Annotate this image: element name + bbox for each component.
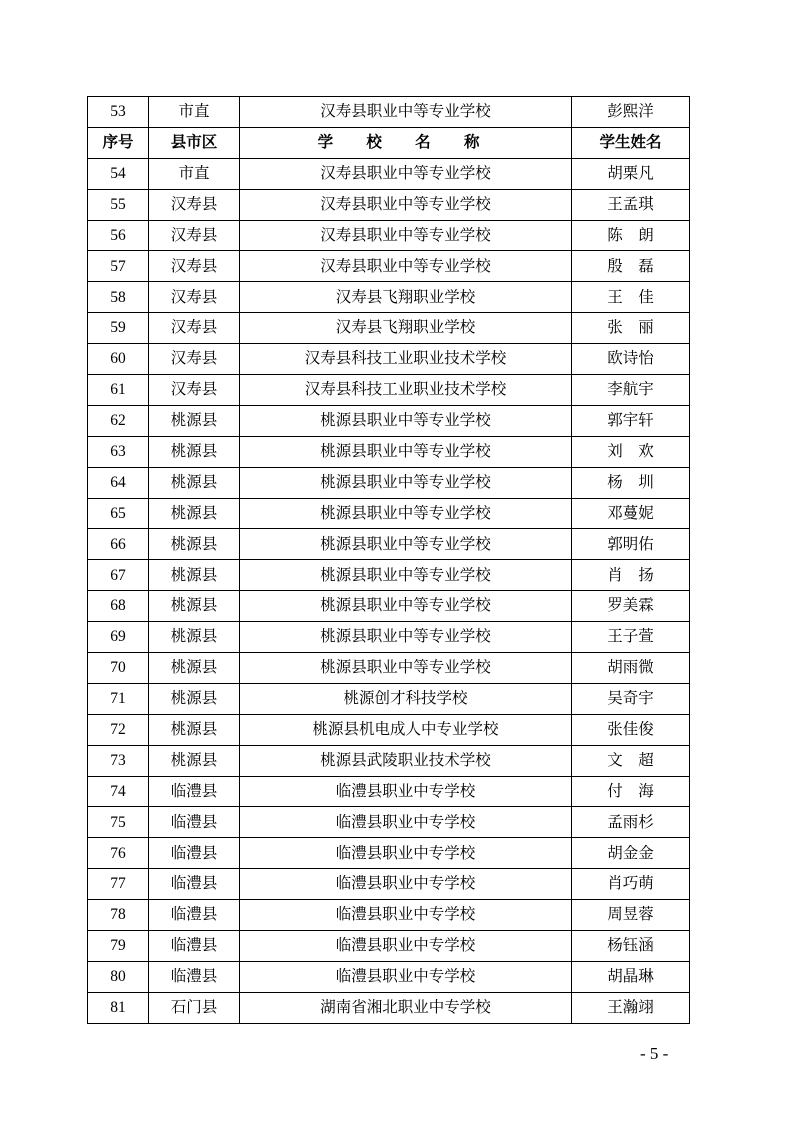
school-cell: 桃源县职业中等专业学校 <box>240 467 572 498</box>
school-cell: 临澧县职业中专学校 <box>240 869 572 900</box>
school-cell: 临澧县职业中专学校 <box>240 900 572 931</box>
county-cell: 桃源县 <box>149 683 240 714</box>
table-row <box>88 931 690 962</box>
row-number-cell: 55 <box>88 189 149 220</box>
county-cell: 桃源县 <box>149 436 240 467</box>
row-number-cell: 57 <box>88 251 149 282</box>
row-number-cell: 60 <box>88 344 149 375</box>
student-name-cell: 周昱蓉 <box>572 900 690 931</box>
table-row <box>88 220 690 251</box>
table-row <box>88 405 690 436</box>
row-number-cell: 74 <box>88 776 149 807</box>
school-cell: 桃源县机电成人中专业学校 <box>240 714 572 745</box>
school-cell: 汉寿县职业中等专业学校 <box>240 189 572 220</box>
student-name-cell: 王 佳 <box>572 282 690 313</box>
county-cell: 临澧县 <box>149 807 240 838</box>
county-cell: 临澧县 <box>149 961 240 992</box>
row-number-cell: 54 <box>88 158 149 189</box>
row-number-cell: 63 <box>88 436 149 467</box>
county-cell: 桃源县 <box>149 405 240 436</box>
school-cell: 桃源县职业中等专业学校 <box>240 405 572 436</box>
county-cell: 桃源县 <box>149 467 240 498</box>
school-cell: 桃源县武陵职业技术学校 <box>240 745 572 776</box>
table-row <box>88 622 690 653</box>
table-row <box>88 189 690 220</box>
table-row <box>88 992 690 1023</box>
table-row <box>88 683 690 714</box>
student-name-cell: 胡金金 <box>572 838 690 869</box>
county-cell: 汉寿县 <box>149 282 240 313</box>
student-name-cell: 郭宇轩 <box>572 405 690 436</box>
row-number-cell: 78 <box>88 900 149 931</box>
header-no: 序号 <box>88 127 149 158</box>
county-cell: 桃源县 <box>149 745 240 776</box>
row-number-cell: 72 <box>88 714 149 745</box>
student-name-cell: 胡雨微 <box>572 653 690 684</box>
table-row <box>88 560 690 591</box>
row-number-cell: 58 <box>88 282 149 313</box>
student-name-cell: 张佳俊 <box>572 714 690 745</box>
row-number-cell: 65 <box>88 498 149 529</box>
county-cell: 汉寿县 <box>149 344 240 375</box>
student-name-cell: 邓蔓妮 <box>572 498 690 529</box>
school-cell: 桃源县职业中等专业学校 <box>240 622 572 653</box>
table-row <box>88 467 690 498</box>
table-row <box>88 714 690 745</box>
county-cell: 桃源县 <box>149 529 240 560</box>
county-cell: 市直 <box>149 158 240 189</box>
school-cell: 桃源县职业中等专业学校 <box>240 436 572 467</box>
table-row <box>88 869 690 900</box>
student-name-cell: 文 超 <box>572 745 690 776</box>
county-cell: 临澧县 <box>149 838 240 869</box>
county-cell: 桃源县 <box>149 498 240 529</box>
student-name-cell: 杨钰涵 <box>572 931 690 962</box>
roster-body <box>88 97 690 1024</box>
school-cell: 桃源县职业中等专业学校 <box>240 591 572 622</box>
header-name: 学生姓名 <box>572 127 690 158</box>
school-cell: 汉寿县科技工业职业技术学校 <box>240 344 572 375</box>
table-row <box>88 653 690 684</box>
table-row <box>88 529 690 560</box>
school-cell: 桃源县职业中等专业学校 <box>240 498 572 529</box>
school-cell: 汉寿县职业中等专业学校 <box>240 97 572 128</box>
table-row <box>88 591 690 622</box>
student-name-cell: 肖 扬 <box>572 560 690 591</box>
row-number-cell: 76 <box>88 838 149 869</box>
table-row <box>88 838 690 869</box>
table-row <box>88 436 690 467</box>
table-row <box>88 498 690 529</box>
page-number: - 5 - <box>640 1044 669 1063</box>
student-name-cell: 王子萱 <box>572 622 690 653</box>
student-name-cell: 李航宇 <box>572 375 690 406</box>
row-number-cell: 56 <box>88 220 149 251</box>
table-row <box>88 97 690 128</box>
county-cell: 桃源县 <box>149 591 240 622</box>
table-row <box>88 158 690 189</box>
row-number-cell: 77 <box>88 869 149 900</box>
school-cell: 桃源创才科技学校 <box>240 683 572 714</box>
student-name-cell: 胡栗凡 <box>572 158 690 189</box>
school-cell: 临澧县职业中专学校 <box>240 931 572 962</box>
table-row <box>88 251 690 282</box>
student-name-cell: 陈 朗 <box>572 220 690 251</box>
row-number-cell: 73 <box>88 745 149 776</box>
table-row <box>88 900 690 931</box>
school-cell: 汉寿县飞翔职业学校 <box>240 313 572 344</box>
school-cell: 桃源县职业中等专业学校 <box>240 529 572 560</box>
student-name-cell: 罗美霖 <box>572 591 690 622</box>
row-number-cell: 68 <box>88 591 149 622</box>
student-name-cell: 欧诗怡 <box>572 344 690 375</box>
student-name-cell: 张 丽 <box>572 313 690 344</box>
student-name-cell: 郭明佑 <box>572 529 690 560</box>
table-header-row <box>88 127 690 158</box>
school-cell: 桃源县职业中等专业学校 <box>240 653 572 684</box>
table-row <box>88 344 690 375</box>
county-cell: 桃源县 <box>149 653 240 684</box>
school-cell: 临澧县职业中专学校 <box>240 776 572 807</box>
row-number-cell: 70 <box>88 653 149 684</box>
county-cell: 临澧县 <box>149 869 240 900</box>
school-cell: 汉寿县职业中等专业学校 <box>240 158 572 189</box>
county-cell: 临澧县 <box>149 931 240 962</box>
table-row <box>88 961 690 992</box>
school-cell: 桃源县职业中等专业学校 <box>240 560 572 591</box>
county-cell: 汉寿县 <box>149 375 240 406</box>
row-number-cell: 81 <box>88 992 149 1023</box>
school-cell: 临澧县职业中专学校 <box>240 807 572 838</box>
student-name-cell: 王瀚翊 <box>572 992 690 1023</box>
student-name-cell: 吴奇宇 <box>572 683 690 714</box>
student-name-cell: 孟雨杉 <box>572 807 690 838</box>
row-number-cell: 69 <box>88 622 149 653</box>
row-number-cell: 53 <box>88 97 149 128</box>
table-row <box>88 282 690 313</box>
table-row <box>88 745 690 776</box>
county-cell: 汉寿县 <box>149 220 240 251</box>
row-number-cell: 79 <box>88 931 149 962</box>
county-cell: 桃源县 <box>149 622 240 653</box>
school-cell: 临澧县职业中专学校 <box>240 961 572 992</box>
student-roster-table <box>87 96 690 1024</box>
table-row <box>88 375 690 406</box>
student-name-cell: 付 海 <box>572 776 690 807</box>
school-cell: 汉寿县飞翔职业学校 <box>240 282 572 313</box>
row-number-cell: 59 <box>88 313 149 344</box>
header-school: 学 校 名 称 <box>240 127 572 158</box>
table-row <box>88 807 690 838</box>
row-number-cell: 67 <box>88 560 149 591</box>
row-number-cell: 80 <box>88 961 149 992</box>
county-cell: 石门县 <box>149 992 240 1023</box>
county-cell: 汉寿县 <box>149 313 240 344</box>
row-number-cell: 71 <box>88 683 149 714</box>
row-number-cell: 62 <box>88 405 149 436</box>
row-number-cell: 66 <box>88 529 149 560</box>
county-cell: 汉寿县 <box>149 251 240 282</box>
school-cell: 湖南省湘北职业中专学校 <box>240 992 572 1023</box>
student-name-cell: 彭熙洋 <box>572 97 690 128</box>
county-cell: 临澧县 <box>149 900 240 931</box>
student-name-cell: 殷 磊 <box>572 251 690 282</box>
county-cell: 桃源县 <box>149 714 240 745</box>
county-cell: 市直 <box>149 97 240 128</box>
school-cell: 汉寿县职业中等专业学校 <box>240 251 572 282</box>
table-row <box>88 776 690 807</box>
row-number-cell: 75 <box>88 807 149 838</box>
county-cell: 桃源县 <box>149 560 240 591</box>
student-name-cell: 肖巧萌 <box>572 869 690 900</box>
row-number-cell: 61 <box>88 375 149 406</box>
county-cell: 临澧县 <box>149 776 240 807</box>
student-name-cell: 刘 欢 <box>572 436 690 467</box>
school-cell: 临澧县职业中专学校 <box>240 838 572 869</box>
student-name-cell: 杨 圳 <box>572 467 690 498</box>
student-name-cell: 王孟琪 <box>572 189 690 220</box>
student-name-cell: 胡晶琳 <box>572 961 690 992</box>
school-cell: 汉寿县科技工业职业技术学校 <box>240 375 572 406</box>
header-county: 县市区 <box>149 127 240 158</box>
table-row <box>88 313 690 344</box>
row-number-cell: 64 <box>88 467 149 498</box>
county-cell: 汉寿县 <box>149 189 240 220</box>
school-cell: 汉寿县职业中等专业学校 <box>240 220 572 251</box>
